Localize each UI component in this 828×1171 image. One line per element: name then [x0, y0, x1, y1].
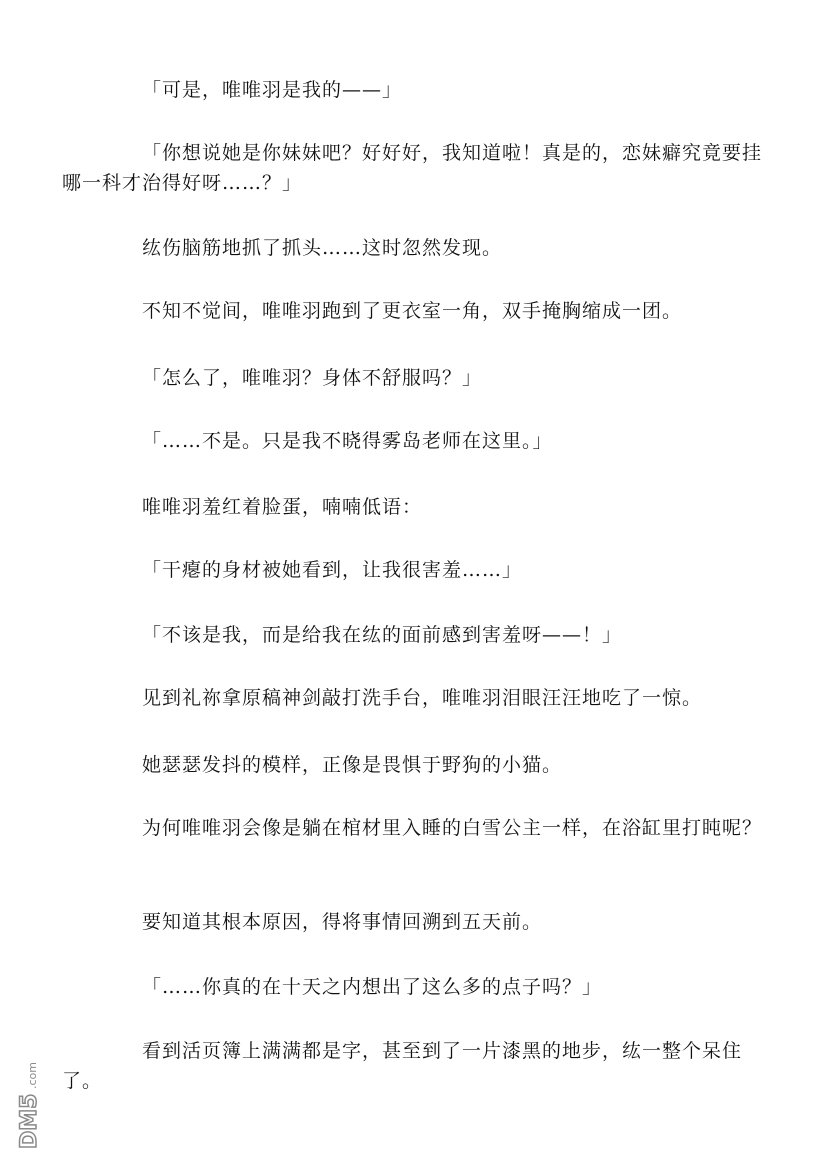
svg-text:DM5: DM5	[17, 1093, 42, 1149]
paragraph-15: 看到活页簿上满满都是字，甚至到了一片漆黑的地步，纮一整个呆住了。	[62, 1040, 743, 1092]
paragraph-3: 纮伤脑筋地抓了抓头……这时忽然发现。	[142, 237, 503, 259]
paragraph-1: 「可是，唯唯羽是我的——」	[142, 79, 403, 101]
paragraph-8: 「干瘪的身材被她看到，让我很害羞……」	[142, 559, 523, 581]
paragraph-14: 「……你真的在十天之内想出了这么多的点子吗？」	[142, 976, 603, 998]
paragraph-5: 「怎么了，唯唯羽？身体不舒服吗？」	[142, 367, 483, 389]
paragraph-13: 要知道其根本原因，得将事情回溯到五天前。	[142, 911, 543, 933]
paragraph-2: 「你想说她是你妹妹吧？好好好，我知道啦！真是的，恋妹癖究竟要挂哪一科才治得好呀……？」	[62, 142, 763, 194]
paragraph-11: 她瑟瑟发抖的模样，正像是畏惧于野狗的小猫。	[142, 754, 563, 776]
paragraph-6: 「……不是。只是我不晓得雾岛老师在这里。」	[142, 430, 553, 452]
paragraph-7: 唯唯羽羞红着脸蛋，喃喃低语：	[142, 496, 423, 518]
paragraph-12: 为何唯唯羽会像是躺在棺材里入睡的白雪公主一样，在浴缸里打盹呢？	[142, 817, 763, 839]
svg-text:.com: .com	[26, 1062, 39, 1089]
site-logo-watermark	[8, 1050, 48, 1165]
paragraph-10: 见到礼祢拿原稿神剑敲打洗手台，唯唯羽泪眼汪汪地吃了一惊。	[142, 687, 703, 709]
paragraph-4: 不知不觉间，唯唯羽跑到了更衣室一角，双手掩胸缩成一团。	[142, 300, 683, 322]
paragraph-9: 「不该是我，而是给我在纮的面前感到害羞呀——！」	[142, 624, 623, 646]
